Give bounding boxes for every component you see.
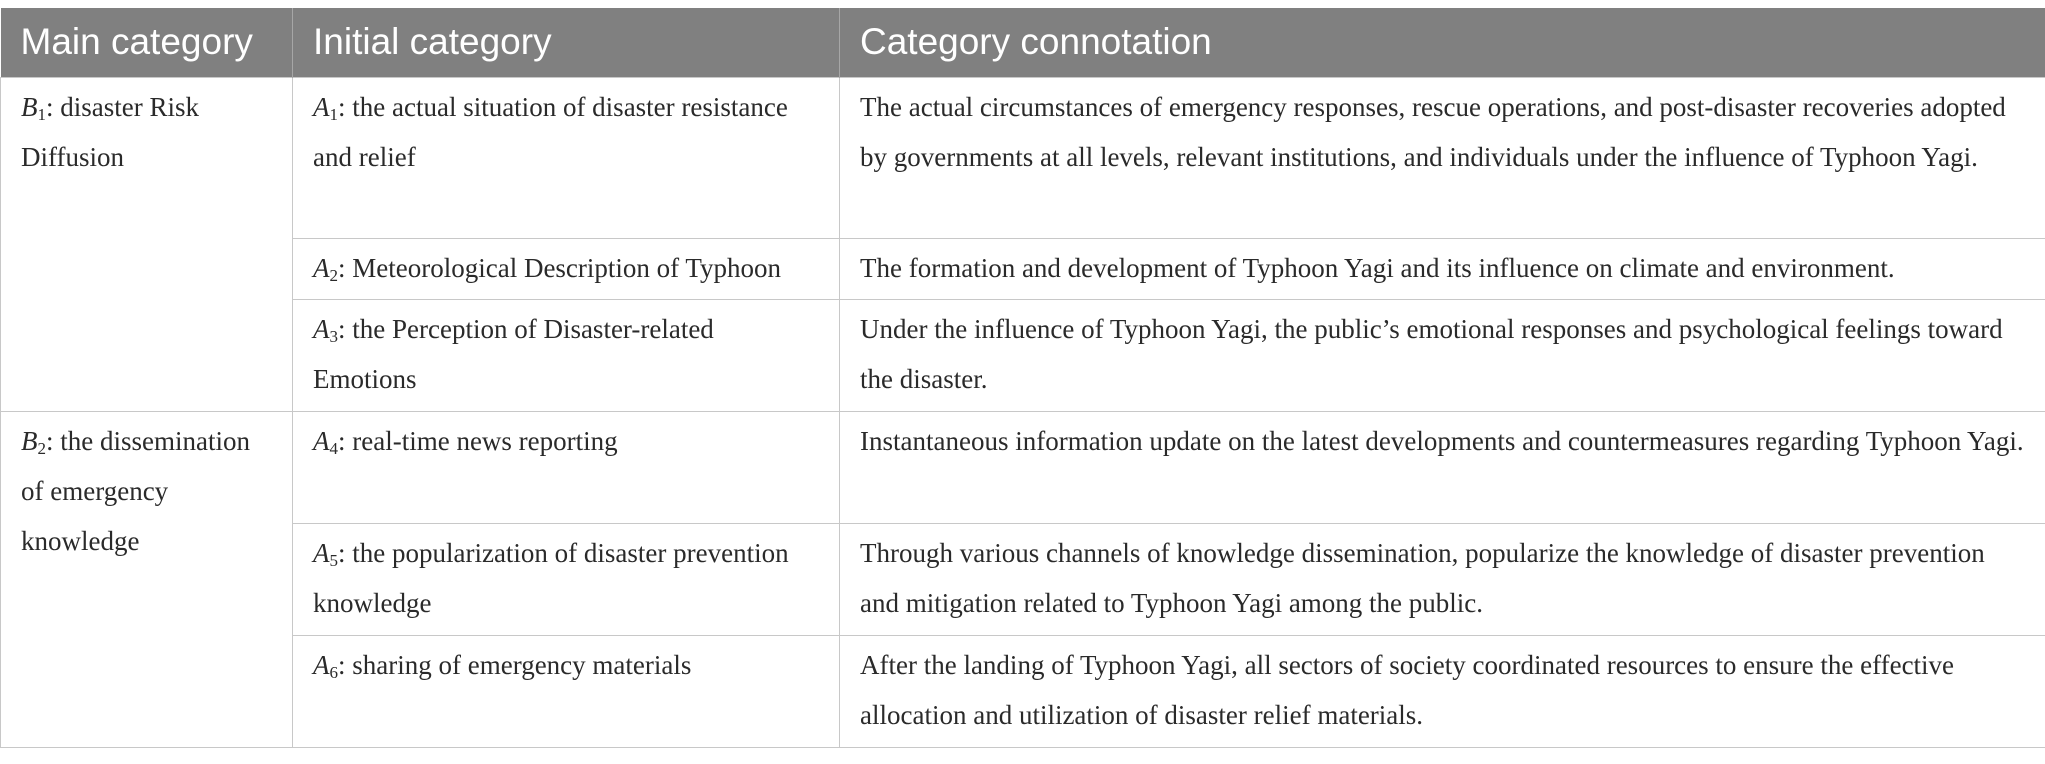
- initial-category-a2: $A_2$: Meteorological Description of Typhoon: [293, 238, 840, 299]
- header-category-connotation: Category connotation: [840, 8, 2045, 77]
- header-initial-category: Initial category: [293, 8, 840, 77]
- initial-category-a4: $A_4$: real-time news reporting: [293, 411, 840, 523]
- main-category-b1: $B_1$: disaster Risk Diffusion: [1, 77, 293, 411]
- initial-category-a5: $A_5$: the popularization of disaster prevention knowledge: [293, 523, 840, 635]
- connotation-a4: Instantaneous information update on the latest developments and countermeasures regarding Typhoon Yagi.: [840, 411, 2045, 523]
- table-row: [1, 238, 2045, 299]
- initial-category-a6: $A_6$: sharing of emergency materials: [293, 635, 840, 747]
- table-row: [1, 635, 2045, 747]
- table-row: [1, 411, 2045, 523]
- table-row: [1, 77, 2045, 238]
- connotation-a5: Through various channels of knowledge dissemination, popularize the knowledge of disaster prevention and mitigation related to Typhoon Yagi among the public.: [840, 523, 2045, 635]
- header-main-category: Main category: [1, 8, 293, 77]
- connotation-a3: Under the influence of Typhoon Yagi, the public’s emotional responses and psychological feelings toward the disaster.: [840, 299, 2045, 411]
- category-table: [0, 8, 2045, 748]
- initial-category-a1: $A_1$: the actual situation of disaster resistance and relief: [293, 77, 840, 238]
- connotation-a6: After the landing of Typhoon Yagi, all sectors of society coordinated resources to ensure the effective allocation and utilization of disaster relief materials.: [840, 635, 2045, 747]
- table-row: [1, 523, 2045, 635]
- table-row: [1, 299, 2045, 411]
- table-header-row: [1, 8, 2045, 77]
- connotation-a2: The formation and development of Typhoon Yagi and its influence on climate and environment.: [840, 238, 2045, 299]
- initial-category-a3: $A_3$: the Perception of Disaster-related Emotions: [293, 299, 840, 411]
- connotation-a1: The actual circumstances of emergency responses, rescue operations, and post-disaster recoveries adopted by governments at all levels, relevant institutions, and individuals under the influence of Typhoon Yagi.: [840, 77, 2045, 238]
- main-category-b2: $B_2$: the dissemination of emergency knowledge: [1, 411, 293, 747]
